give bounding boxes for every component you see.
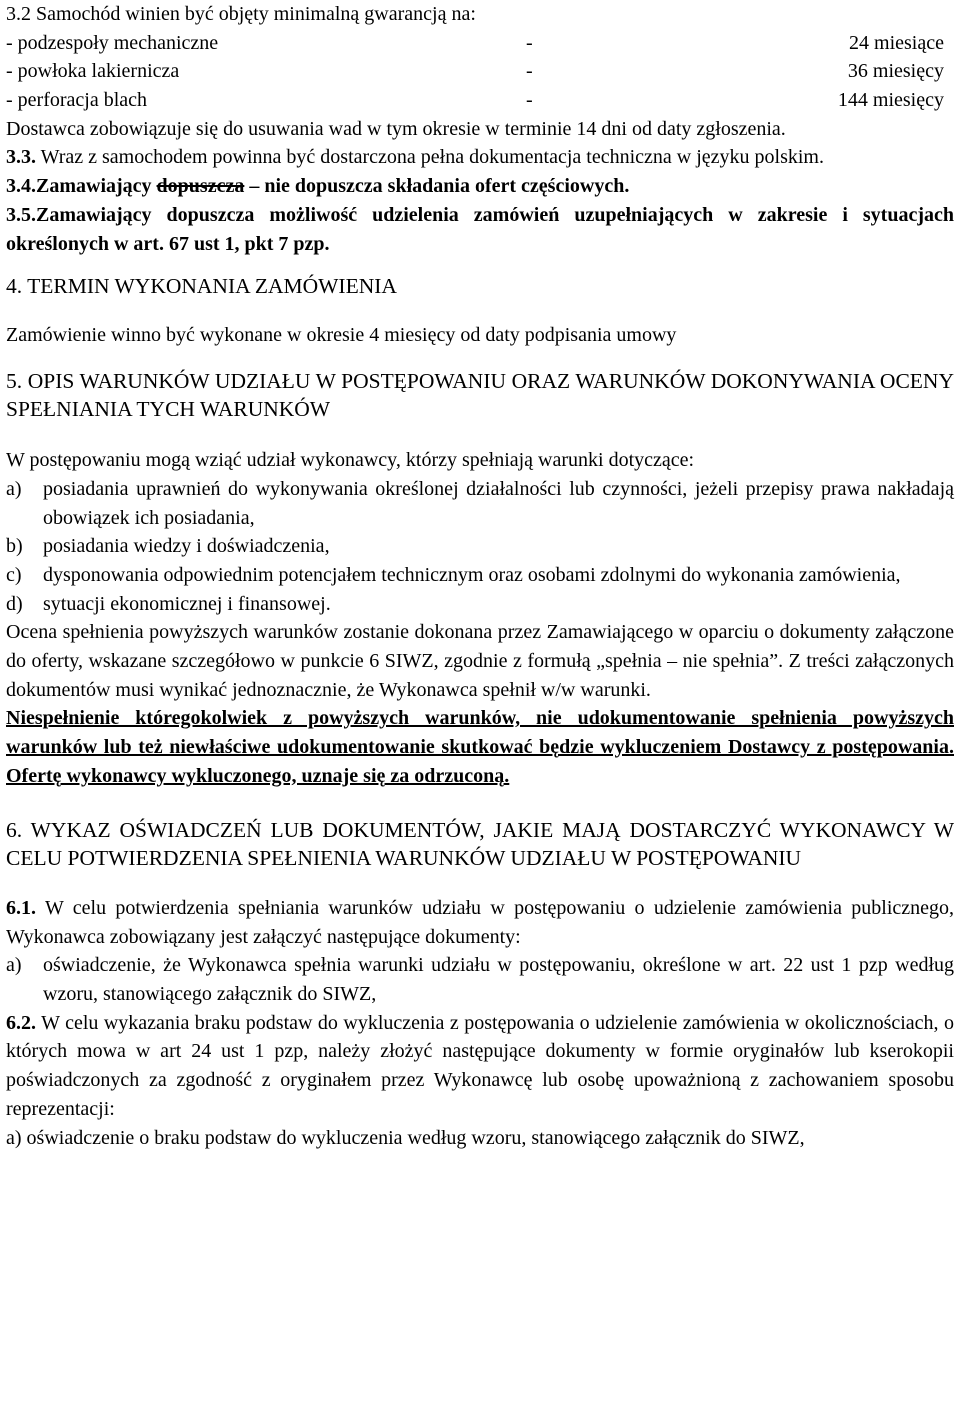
section-3-3-number: 3.3. (6, 146, 36, 169)
section-3-4-number: 3.4. (6, 175, 36, 198)
warranty-period: 36 miesięcy (847, 60, 944, 83)
list-text: posiadania wiedzy i doświadczenia, (43, 535, 330, 558)
warranty-table (6, 29, 954, 115)
section-6-2-item-a: a) oświadczenie o braku podstaw do wykluczenia według wzoru, stanowiącego załącznik do SIWZ, (6, 1126, 805, 1149)
section-5-intro: W postępowaniu mogą wziąć udział wykonawcy, którzy spełniają warunki dotyczące: (6, 449, 695, 472)
warranty-row (6, 86, 954, 115)
warranty-dash: - (526, 31, 533, 54)
spacer (6, 424, 954, 446)
assessment-paragraph: Ocena spełnienia powyższych warunków zostanie dokonana przez Zamawiającego w oparciu o dokumenty załączone do oferty, wskazane szczegółowo w punkcie 6 SIWZ, zgodnie z formułą „spełnia – nie spełnia”. Z treści załączonych dokumentów musi wynikać jednoznacznie, że Wykonawca spełnił w/w warunki. (6, 621, 954, 701)
section-3-4 (6, 172, 954, 201)
warranty-row (6, 29, 954, 58)
list-item (6, 532, 954, 561)
warranty-note: Dostawca zobowiązuje się do usuwania wad w tym okresie w terminie 14 dni od daty zgłoszenia. (6, 117, 786, 140)
list-marker: c) (6, 563, 22, 586)
list-text: sytuacji ekonomicznej i finansowej. (43, 592, 331, 615)
section-3-5-number: 3.5. (6, 203, 36, 226)
warranty-row (6, 57, 954, 86)
section-5-heading: 5. OPIS WARUNKÓW UDZIAŁU W POSTĘPOWANIU ORAZ WARUNKÓW DOKONYWANIA OCENY SPEŁNIANIA TYCH WARUNKÓW (6, 368, 954, 422)
warranty-dash: - (526, 60, 533, 83)
section-3-3-text: Wraz z samochodem powinna być dostarczona pełna dokumentacja techniczna w języku polskim. (40, 146, 824, 169)
warranty-dash: - (526, 89, 533, 112)
list-item (6, 590, 954, 619)
list-marker: b) (6, 535, 23, 558)
list-text: oświadczenie, że Wykonawca spełnia warunki udziału w postępowaniu, określone w art. 22 ust 1 pzp według wzoru, stanowiącego załącznik do SIWZ, (43, 954, 954, 1006)
spacer (6, 791, 954, 816)
spacer (6, 301, 954, 321)
warranty-period: 144 miesięcy (837, 89, 944, 112)
warranty-period: 24 miesiące (849, 31, 944, 54)
spacer (6, 350, 954, 367)
conditions-list (6, 475, 954, 619)
section-6-2 (6, 1009, 954, 1124)
list-marker: a) (6, 477, 22, 500)
section-3-4-pre: Zamawiający (36, 175, 157, 198)
spacer (6, 873, 954, 894)
spacer (6, 258, 954, 272)
section-3-4-post: – nie dopuszcza składania ofert częściowych. (244, 175, 630, 198)
list-item (6, 951, 954, 1008)
section-6-2-text: W celu wykazania braku podstaw do wykluczenia z postępowania o udzielenie zamówienia w okolicznościach, o których mowa w art 24 ust 1 pzp, należy złożyć następujące dokumenty w formie oryginałów lub kserokopii poświadczonych za zgodność z oryginałem przez Wykonawcę lub osobę upoważnioną z zachowaniem sposobu reprezentacji: (6, 1011, 955, 1120)
list-text: posiadania uprawnień do wykonywania określonej działalności lub czynności, jeżeli przepisy prawa nakładają obowiązek ich posiadania, (43, 477, 954, 529)
section-6-1 (6, 894, 954, 951)
warranty-item: - perforacja blach (6, 89, 148, 112)
list-item (6, 561, 954, 590)
list-marker: a) (6, 954, 22, 977)
list-marker: d) (6, 592, 23, 615)
section-3-3 (6, 143, 954, 172)
section-3-4-struck-word: dopuszcza (156, 175, 245, 198)
section-4-text: Zamówienie winno być wykonane w okresie 4 miesięcy od daty podpisania umowy (6, 323, 677, 346)
section-3-5-text: Zamawiający dopuszcza możliwość udzielenia zamówień uzupełniających w zakresie i sytuacjach określonych w art. 67 ust 1, pkt 7 pzp. (6, 203, 954, 255)
section-3-5 (6, 201, 954, 258)
exclusion-warning: Niespełnienie któregokolwiek z powyższych warunków, nie udokumentowanie spełnienia powyższych warunków lub też niewłaściwe udokumentowanie skutkować będzie wykluczeniem Dostawcy z postępowania. Ofertę wykonawcy wykluczonego, uznaje się za odrzuconą. (6, 707, 954, 787)
warranty-item: - powłoka lakiernicza (6, 60, 180, 83)
section-6-1-text: W celu potwierdzenia spełniania warunków udziału w postępowaniu o udzielenie zamówienia publicznego, Wykonawca zobowiązany jest załączyć następujące dokumenty: (6, 896, 955, 948)
section-4-heading: 4. TERMIN WYKONANIA ZAMÓWIENIA (6, 274, 397, 299)
list-text: dysponowania odpowiednim potencjałem technicznym oraz osobami zdolnymi do wykonania zamówienia, (43, 563, 901, 586)
section-6-2-number: 6.2. (6, 1011, 36, 1034)
section-3-2-heading: 3.2 Samochód winien być objęty minimalną gwarancją na: (6, 3, 476, 25)
section-6-1-number: 6.1. (6, 896, 36, 919)
warranty-item: - podzespoły mechaniczne (6, 31, 219, 54)
list-item (6, 475, 954, 532)
section-6-heading: 6. WYKAZ OŚWIADCZEŃ LUB DOKUMENTÓW, JAKIE MAJĄ DOSTARCZYĆ WYKONAWCY W CELU POTWIERDZENIA SPEŁNIENIA WARUNKÓW UDZIAŁU W POSTĘPOWANIU (6, 817, 954, 871)
